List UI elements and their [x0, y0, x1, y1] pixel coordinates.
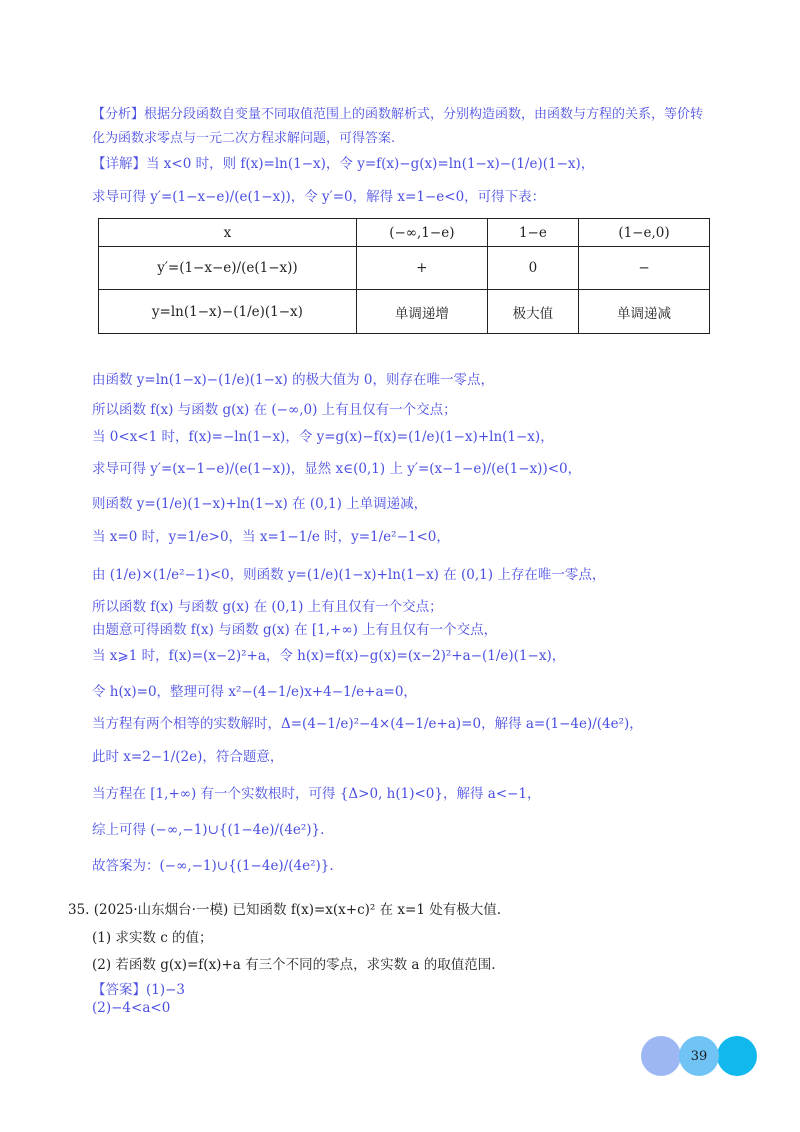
detail-line-1: 【详解】当 x<0 时，则 f(x)=ln(1−x)，令 y=f(x)−g(x)=ln(1−x)−(1/e)(1−x)， — [92, 156, 595, 172]
monotonicity-table — [98, 218, 710, 334]
solution-line: 则函数 y=(1/e)(1−x)+ln(1−x) 在 (0,1) 上单调递减， — [92, 496, 428, 512]
table-row — [99, 219, 710, 247]
page-decoration-circle-left — [641, 1036, 681, 1076]
table-cell: (−∞,1−e) — [356, 219, 487, 247]
table-cell: y=ln(1−x)−(1/e)(1−x) — [99, 290, 357, 334]
answer-part-2: (2)−4<a<0 — [92, 1000, 171, 1016]
analysis-line-1: 【分析】根据分段函数自变量不同取值范围上的函数解析式，分别构造函数，由函数与方程的关系，等价转 — [92, 107, 704, 122]
table-row — [99, 247, 710, 290]
solution-line: 令 h(x)=0，整理可得 x²−(4−1/e)x+4−1/e+a=0， — [92, 684, 417, 700]
solution-line: 故答案为：(−∞,−1)∪{(1−4e)/(4e²)}. — [92, 858, 334, 874]
table-cell: 单调递减 — [579, 290, 710, 334]
analysis-line-2: 化为函数求零点与一元二次方程求解问题，可得答案. — [92, 131, 396, 146]
detail-line-2: 求导可得 y′=(1−x−e)/(e(1−x))，令 y′=0，解得 x=1−e<0，可得下表： — [92, 189, 546, 205]
question-part-1: (1) 求实数 c 的值； — [92, 930, 213, 946]
table-cell: 1−e — [487, 219, 578, 247]
solution-line: 当方程有两个相等的实数解时，Δ=(4−1/e)²−4×(4−1/e+a)=0，解得 a=(1−4e)/(4e²)， — [92, 716, 643, 732]
question-stem: 35. (2025·山东烟台·一模) 已知函数 f(x)=x(x+c)² 在 x=1 处有极大值. — [68, 902, 501, 918]
table-cell: (1−e,0) — [579, 219, 710, 247]
answer-part-1: 【答案】(1)−3 — [92, 982, 186, 998]
solution-line: 所以函数 f(x) 与函数 g(x) 在 (−∞,0) 上有且仅有一个交点； — [92, 402, 457, 418]
solution-line: 当 x⩾1 时，f(x)=(x−2)²+a，令 h(x)=f(x)−g(x)=(x−2)²+a−(1/e)(1−x)， — [92, 648, 566, 664]
table-cell: 单调递增 — [356, 290, 487, 334]
solution-line: 当 0<x<1 时，f(x)=−ln(1−x)，令 y=g(x)−f(x)=(1/e)(1−x)+ln(1−x)， — [92, 429, 554, 445]
page-decoration-circle-right — [717, 1036, 757, 1076]
page-number-badge — [679, 1036, 719, 1076]
solution-line: 由函数 y=ln(1−x)−(1/e)(1−x) 的极大值为 0，则存在唯一零点， — [92, 372, 494, 388]
solution-line: 综上可得 (−∞,−1)∪{(1−4e)/(4e²)}. — [92, 822, 325, 838]
table-cell: y′=(1−x−e)/(e(1−x)) — [99, 247, 357, 290]
table-row — [99, 290, 710, 334]
solution-line: 当方程在 [1,+∞) 有一个实数根时，可得 {Δ>0, h(1)<0}，解得 a<−1， — [92, 786, 541, 802]
solution-line: 当 x=0 时，y=1/e>0，当 x=1−1/e 时，y=1/e²−1<0， — [92, 529, 450, 545]
solution-line: 所以函数 f(x) 与函数 g(x) 在 (0,1) 上有且仅有一个交点； — [92, 599, 443, 615]
solution-line: 由题意可得函数 f(x) 与函数 g(x) 在 [1,+∞) 上有且仅有一个交点， — [92, 622, 498, 638]
solution-line: 由 (1/e)×(1/e²−1)<0，则函数 y=(1/e)(1−x)+ln(1−x) 在 (0,1) 上存在唯一零点， — [92, 567, 606, 583]
table-cell: x — [99, 219, 357, 247]
table-cell: 极大值 — [487, 290, 578, 334]
table-cell: 0 — [487, 247, 578, 290]
table-cell: − — [579, 247, 710, 290]
solution-line: 此时 x=2−1/(2e)，符合题意， — [92, 749, 284, 765]
table-cell: + — [356, 247, 487, 290]
solution-line: 求导可得 y′=(x−1−e)/(e(1−x))，显然 x∈(0,1) 上 y′=(x−1−e)/(e(1−x))<0， — [92, 461, 582, 477]
question-part-2: (2) 若函数 g(x)=f(x)+a 有三个不同的零点，求实数 a 的取值范围. — [92, 957, 496, 973]
page-number: 39 — [690, 1048, 708, 1064]
